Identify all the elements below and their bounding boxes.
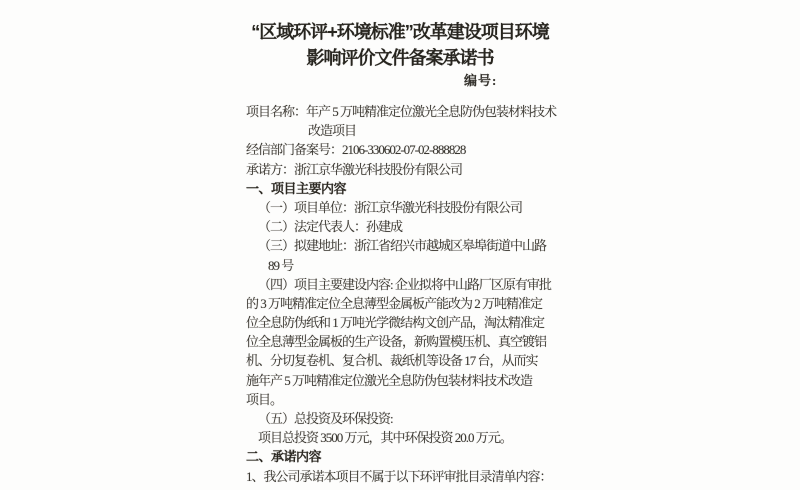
line-item-project-unit: （一）项目单位：浙江京华激光科技股份有限公司 [258, 199, 523, 215]
line-project-name: 项目名称：年产 5 万吨精准定位激光全息防伪包装材料技术 [246, 104, 557, 119]
line-construction-cont-5: 施年产 5 万吨精准定位激光全息防伪包装材料技术改造 [246, 372, 533, 388]
line-project-name-cont: 改造项目 [308, 123, 357, 139]
document-title-line2: 影响评价文件备案承诺书 [306, 48, 494, 68]
line-item-address: （三）拟建地址：浙江省绍兴市越城区皋埠街道中山路 [258, 238, 547, 254]
document-title-line1: “区域环评+环境标准”改革建设项目环境 [251, 22, 549, 42]
line-investment-detail: 项目总投资 3500 万元，其中环保投资 20.0 万元。 [258, 430, 512, 446]
line-commitment-item-1: 1、我公司承诺本项目不属于以下环评审批目录清单内容： [246, 468, 552, 484]
line-construction-cont-4: 机、分切复卷机、复合机、裁纸机等设备 17 台，从而实 [246, 353, 538, 369]
document-body [246, 102, 586, 486]
line-promisor: 承诺方：浙江京华激光科技股份有限公司 [246, 161, 463, 177]
line-record-number: 经信部门备案号：2106-330602-07-02-888828 [246, 142, 466, 158]
serial-number-label: 编号: [464, 73, 498, 88]
line-construction-cont-1: 的 3 万吨精准定位全息薄型金属板产能改为 2 万吨精准定 [246, 295, 543, 311]
line-item-legal-rep: （二）法定代表人：孙建成 [258, 219, 403, 235]
line-construction-cont-3: 位全息薄型金属板的生产设备，新购置模压机、真空镀铝 [246, 334, 547, 350]
document-title [0, 19, 800, 71]
line-construction-cont-2: 位全息防伪纸和 1 万吨光学微结构文创产品，淘汰精准定 [246, 315, 545, 331]
heading-section-two: 二、承诺内容 [246, 449, 322, 465]
line-construction-cont-6: 项目。 [246, 391, 283, 407]
line-item-construction: （四）项目主要建设内容: 企业拟将中山路厂区原有审批 [258, 276, 551, 292]
heading-section-one: 一、项目主要内容 [246, 180, 347, 196]
line-item-investment: （五）总投资及环保投资: [258, 411, 393, 426]
line-item-address-cont: 89 号 [268, 257, 294, 273]
